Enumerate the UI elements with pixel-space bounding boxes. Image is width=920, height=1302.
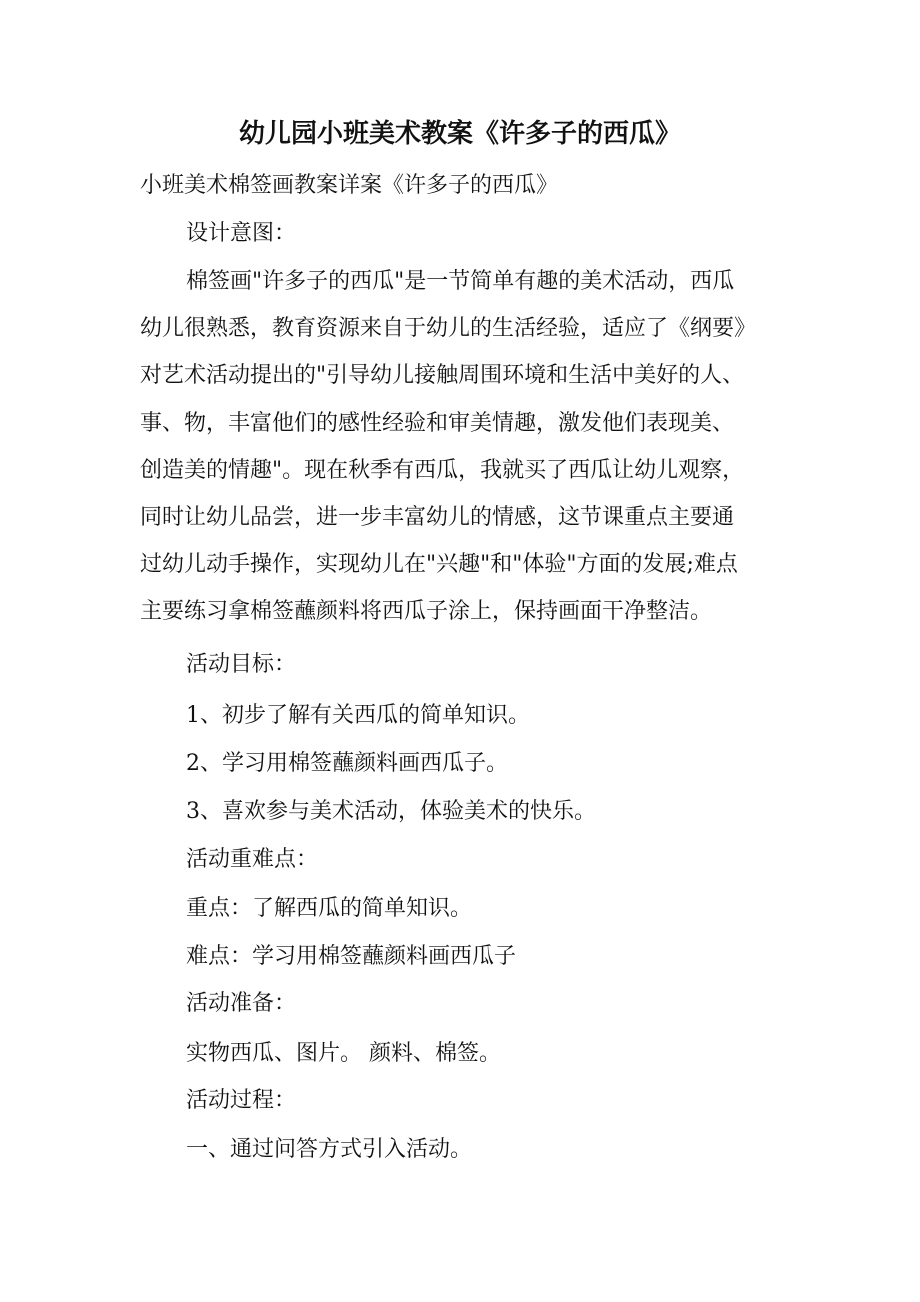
goal-item: 2、学习用棉签蘸颜料画西瓜子。 <box>186 751 508 776</box>
goals-heading: 活动目标： <box>186 652 297 677</box>
difficult-point: 难点：学习用棉签蘸颜料画西瓜子 <box>186 944 517 969</box>
goal-item: 3、喜欢参与美术活动，体验美术的快乐。 <box>186 799 596 824</box>
process-step: 一、通过问答方式引入活动。 <box>186 1137 473 1162</box>
paragraph-line: 过幼儿动手操作，实现幼儿在"兴趣"和"体验"方面的发展;难点 <box>140 552 738 578</box>
key-point: 重点：了解西瓜的简单知识。 <box>186 896 473 921</box>
goal-item: 1、初步了解有关西瓜的简单知识。 <box>186 703 530 728</box>
document-title: 幼儿园小班美术教案《许多子的西瓜》 <box>238 119 681 149</box>
paragraph-line: 对艺术活动提出的"引导幼儿接触周围环境和生活中美好的人、 <box>140 363 745 389</box>
key-points-heading: 活动重难点： <box>186 847 319 872</box>
preparation-text: 实物西瓜、图片。 颜料、棉签。 <box>186 1041 501 1066</box>
design-heading: 设计意图： <box>186 221 297 246</box>
document-subtitle: 小班美术棉签画教案详案《许多子的西瓜》 <box>140 173 559 198</box>
paragraph-line: 幼儿很熟悉，教育资源来自于幼儿的生活经验，适应了《纲要》 <box>140 316 757 342</box>
paragraph-line: 主要练习拿棉签蘸颜料将西瓜子涂上，保持画面干净整洁。 <box>140 599 713 625</box>
paragraph-line: 棉签画"许多子的西瓜"是一节简单有趣的美术活动，西瓜 <box>186 269 735 294</box>
process-heading: 活动过程： <box>186 1088 297 1113</box>
paragraph-line: 事、物，丰富他们的感性经验和审美情趣，激发他们表现美、 <box>140 410 735 436</box>
paragraph-line: 创造美的情趣"。现在秋季有西瓜，我就买了西瓜让幼儿观察， <box>140 457 745 483</box>
paragraph-line: 同时让幼儿品尝，进一步丰富幼儿的情感，这节课重点主要通 <box>140 504 735 530</box>
preparation-heading: 活动准备： <box>186 991 297 1016</box>
design-paragraph <box>140 258 780 636</box>
